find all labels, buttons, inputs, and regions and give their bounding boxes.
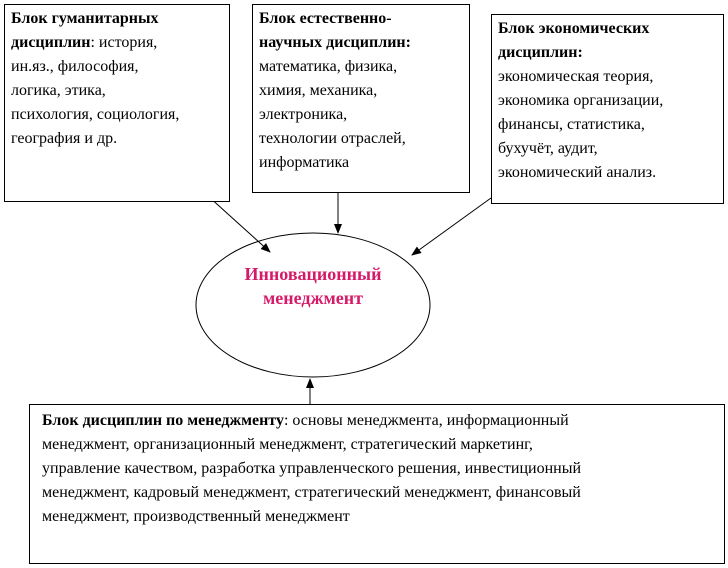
economic-items-line3: финансы, статистика, <box>498 116 645 133</box>
management-block <box>29 404 725 564</box>
humanities-items-line2: ин.яз., философия, <box>11 58 139 75</box>
economic-title-line2: дисциплин: <box>498 44 583 61</box>
economic-title-line1: Блок экономических <box>498 20 650 37</box>
natural-items-line4: технологии отраслей, <box>259 130 406 147</box>
economic-block <box>491 14 724 204</box>
arrow-from-humanities <box>208 196 270 252</box>
center-label <box>196 262 430 310</box>
management-title: Блок дисциплин по менеджменту <box>42 412 284 429</box>
humanities-items-line5: география и др. <box>11 130 118 147</box>
management-items-line4: менеджмент, кадровый менеджмент, стратегический менеджмент, финансовый <box>42 484 581 501</box>
economic-items-line4: бухучёт, аудит, <box>498 140 598 157</box>
economic-items-line2: экономика организации, <box>498 92 664 109</box>
management-items-line1: Блок дисциплин по менеджменту: основы менеджмента, информационный <box>42 412 569 429</box>
humanities-items-line3: логика, этика, <box>11 82 106 99</box>
natural-items-line1: математика, физика, <box>259 58 398 75</box>
natural-items-line2: химия, механика, <box>259 82 378 99</box>
natural-items-line3: электроника, <box>259 106 348 123</box>
economic-items-line5: экономический анализ. <box>498 164 657 181</box>
humanities-title-line2: дисциплин: история, <box>11 34 158 51</box>
humanities-block <box>4 4 230 202</box>
humanities-items-line1: : история, <box>90 34 158 51</box>
economic-items-line1: экономическая теория, <box>498 68 654 85</box>
center-label-line1: Инновационный <box>244 264 382 284</box>
natural-sciences-block <box>252 4 470 193</box>
natural-title-line1: Блок естественно- <box>259 10 392 27</box>
management-items-line3: управление качеством, разработка управленческого решения, инвестиционный <box>42 460 582 477</box>
center-label-line2: менеджмент <box>263 288 363 308</box>
arrow-from-economic <box>412 198 491 255</box>
natural-title-line2: научных дисциплин: <box>259 34 411 51</box>
humanities-title-line1: Блок гуманитарных <box>11 10 159 27</box>
natural-items-line5: информатика <box>259 154 350 171</box>
humanities-items-line4: психология, социология, <box>11 106 180 123</box>
management-items-line5: менеджмент, производственный менеджмент <box>42 508 350 525</box>
management-items-line2: менеджмент, организационный менеджмент, стратегический маркетинг, <box>42 436 533 453</box>
